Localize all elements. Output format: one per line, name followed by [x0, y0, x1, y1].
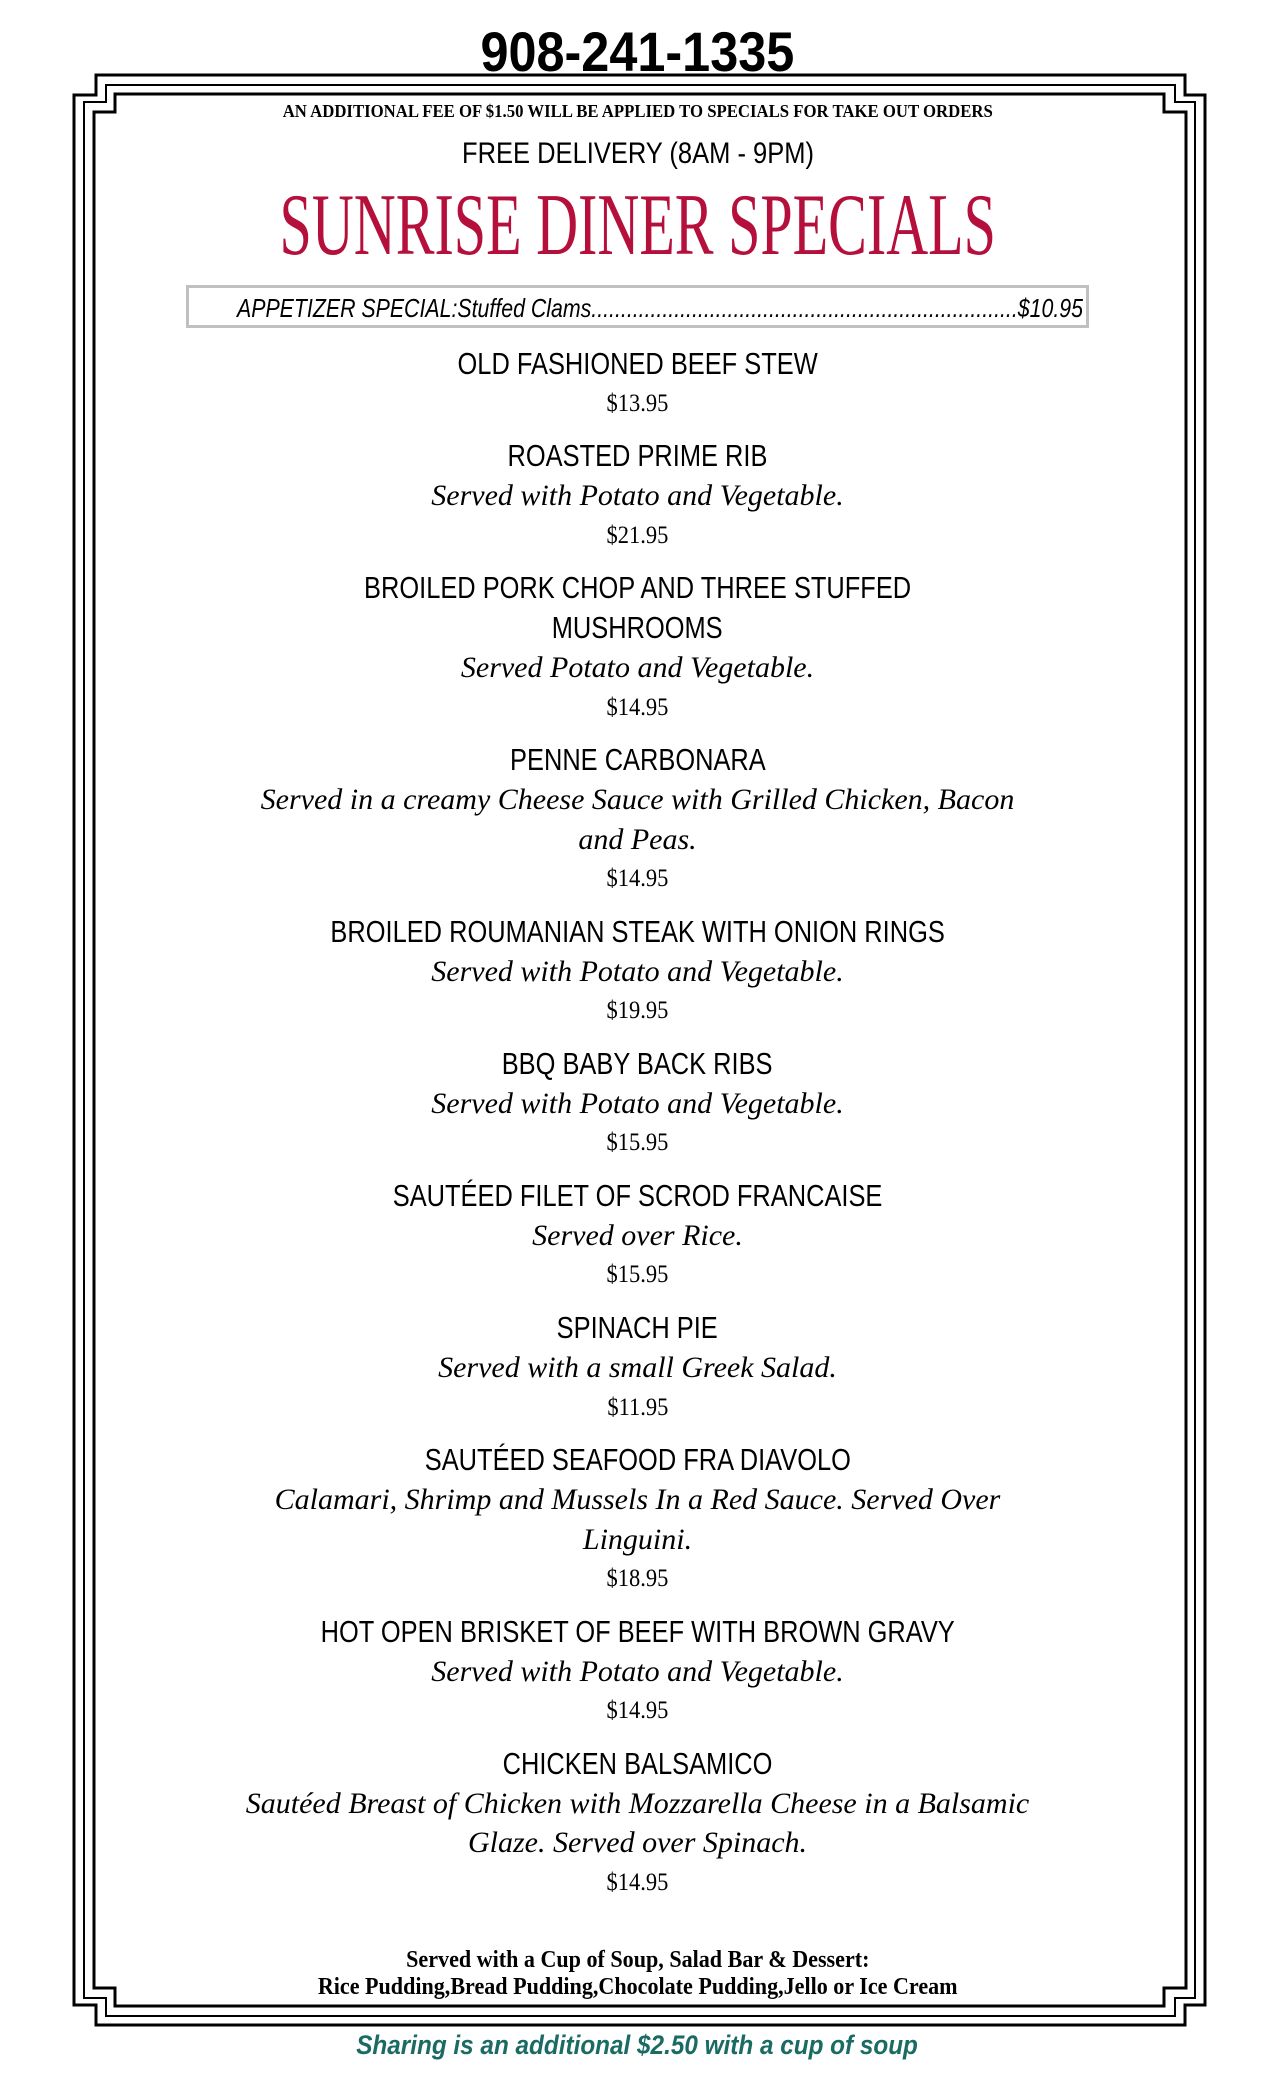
dessert-options-text: Rice Pudding,Bread Pudding,Chocolate Pudding,Jello or Ice Cream — [317, 1974, 958, 2000]
menu-item — [0, 344, 1275, 423]
menu-item-title — [0, 1044, 1275, 1084]
menu-item-price-text: $15.95 — [606, 1261, 669, 1289]
takeout-fee-notice — [0, 100, 1275, 122]
menu-item — [0, 1044, 1275, 1163]
title-text: SUNRISE DINER SPECIALS — [279, 177, 996, 274]
menu-item-description-text: Served with a small Greek Salad. — [438, 1350, 837, 1384]
menu-item-description-text: Calamari, Shrimp and Mussels In a Red Sauce. Served Over — [274, 1482, 1001, 1516]
menu-item-price — [0, 1691, 1275, 1731]
menu-item-description-text: Served with Potato and Vegetable. — [431, 954, 844, 988]
menu-item-description-text: Served Potato and Vegetable. — [460, 650, 815, 684]
phone-text: 908-241-1335 — [480, 20, 795, 83]
menu-item-description-text: Served with Potato and Vegetable. — [431, 1654, 844, 1688]
menu-item-price — [0, 859, 1275, 899]
menu-item-description-text: Glaze. Served over Spinach. — [467, 1826, 808, 1860]
menu-item-price — [0, 1863, 1275, 1903]
menu-item-price-text: $19.95 — [606, 997, 669, 1025]
menu-item-title-text: MUSHROOMS — [552, 610, 723, 646]
menu-item-description — [0, 820, 1275, 860]
delivery-text: FREE DELIVERY (8AM - 9PM) — [461, 137, 814, 170]
menu-item-title — [0, 1744, 1275, 1784]
included-sides-text: Served with a Cup of Soup, Salad Bar & Dessert: — [405, 1947, 870, 1973]
menu-item-description — [0, 1348, 1275, 1388]
appetizer-leader: ........................................................................ — [591, 293, 1018, 323]
menu-item-description — [0, 1084, 1275, 1124]
menu-item-price-text: $18.95 — [606, 1565, 669, 1593]
appetizer-special-box — [186, 285, 1089, 328]
menu-item-description — [0, 476, 1275, 516]
menu-item — [0, 436, 1275, 555]
menu-item-price — [0, 384, 1275, 424]
menu-item — [0, 1176, 1275, 1295]
menu-item-price-text: $14.95 — [606, 1869, 669, 1897]
menu-item-price-text: $14.95 — [606, 865, 669, 893]
menu-item-title — [0, 344, 1275, 384]
menu-item-title — [0, 1308, 1275, 1348]
appetizer-price: $10.95 — [1017, 293, 1083, 323]
menu-item-price-text: $15.95 — [606, 1129, 669, 1157]
menu-item-description — [0, 1823, 1275, 1863]
menu-item-title-text: SPINACH PIE — [556, 1310, 719, 1346]
menu-item-price — [0, 991, 1275, 1031]
menu-item-price — [0, 1123, 1275, 1163]
menu-item-price — [0, 688, 1275, 728]
menu-item-title — [0, 568, 1275, 608]
menu-item-description — [0, 952, 1275, 992]
menu-item-title-text: OLD FASHIONED BEEF STEW — [457, 346, 818, 381]
menu-item-title — [0, 608, 1275, 648]
appetizer-name: Stuffed Clams — [457, 293, 592, 323]
menu-item-price-text: $11.95 — [606, 1393, 669, 1421]
specials-list — [0, 344, 1275, 1916]
menu-item-price — [0, 1388, 1275, 1428]
included-sides — [0, 1946, 1275, 1974]
menu-item-price — [0, 516, 1275, 556]
appetizer-label: APPETIZER SPECIAL: — [237, 293, 458, 323]
menu-item-price-text: $13.95 — [606, 389, 669, 417]
dessert-options — [0, 1973, 1275, 2001]
menu-item-description-text: Served over Rice. — [532, 1218, 743, 1252]
menu-item-title — [0, 912, 1275, 952]
menu-item — [0, 912, 1275, 1031]
menu-item — [0, 740, 1275, 899]
appetizer-special — [237, 292, 1083, 324]
menu-item-description — [0, 1216, 1275, 1256]
menu-item-description — [0, 1520, 1275, 1560]
sharing-text: Sharing is an additional $2.50 with a cup of soup — [356, 2030, 919, 2060]
menu-item-title — [0, 1612, 1275, 1652]
menu-item — [0, 1612, 1275, 1731]
menu-item-title-text: BBQ BABY BACK RIBS — [502, 1046, 773, 1081]
menu-item-title-text: ROASTED PRIME RIB — [507, 438, 768, 474]
menu-item — [0, 1744, 1275, 1903]
menu-item-description — [0, 648, 1275, 688]
menu-item — [0, 568, 1275, 727]
menu-item-title-text: PENNE CARBONARA — [509, 742, 766, 778]
menu-item-description-text: Served with Potato and Vegetable. — [431, 479, 844, 513]
menu-item-description — [0, 780, 1275, 820]
menu-item-description — [0, 1480, 1275, 1520]
menu-item-title-text: SAUTÉED FILET OF SCROD FRANCAISE — [392, 1178, 883, 1214]
menu-item-description-text: and Peas. — [578, 822, 697, 856]
menu-item-description — [0, 1784, 1275, 1824]
menu-item-price — [0, 1255, 1275, 1295]
takeout-fee-text: AN ADDITIONAL FEE OF $1.50 WILL BE APPLIED TO SPECIALS FOR TAKE OUT ORDERS — [282, 101, 993, 121]
menu-item-title-text: HOT OPEN BRISKET OF BEEF WITH BROWN GRAVY — [320, 1613, 955, 1649]
menu-item-title-text: SAUTÉED SEAFOOD FRA DIAVOLO — [424, 1442, 851, 1478]
menu-item-price-text: $14.95 — [606, 1697, 669, 1725]
menu-item — [0, 1440, 1275, 1599]
menu-item-price — [0, 1559, 1275, 1599]
menu-item-title-text: BROILED ROUMANIAN STEAK WITH ONION RINGS — [330, 913, 945, 949]
menu-item — [0, 1308, 1275, 1427]
menu-item-description — [0, 1652, 1275, 1692]
sharing-notice — [0, 2029, 1275, 2061]
menu-item-title-text: CHICKEN BALSAMICO — [502, 1746, 773, 1781]
menu-item-description-text: Linguini. — [582, 1522, 693, 1556]
menu-item-price-text: $21.95 — [606, 521, 669, 549]
delivery-hours — [0, 136, 1275, 172]
page-title — [0, 178, 1275, 274]
menu-item-title — [0, 436, 1275, 476]
menu-item-title — [0, 740, 1275, 780]
menu-item-description-text: Sautéed Breast of Chicken with Mozzarella Cheese in a Balsamic — [245, 1786, 1030, 1820]
menu-item-description-text: Served with Potato and Vegetable. — [431, 1086, 844, 1120]
menu-item-price-text: $14.95 — [606, 693, 669, 721]
menu-item-title — [0, 1440, 1275, 1480]
menu-item-title-text: BROILED PORK CHOP AND THREE STUFFED — [363, 570, 912, 606]
menu-item-title — [0, 1176, 1275, 1216]
menu-item-description-text: Served in a creamy Cheese Sauce with Grilled Chicken, Bacon — [260, 782, 1015, 816]
